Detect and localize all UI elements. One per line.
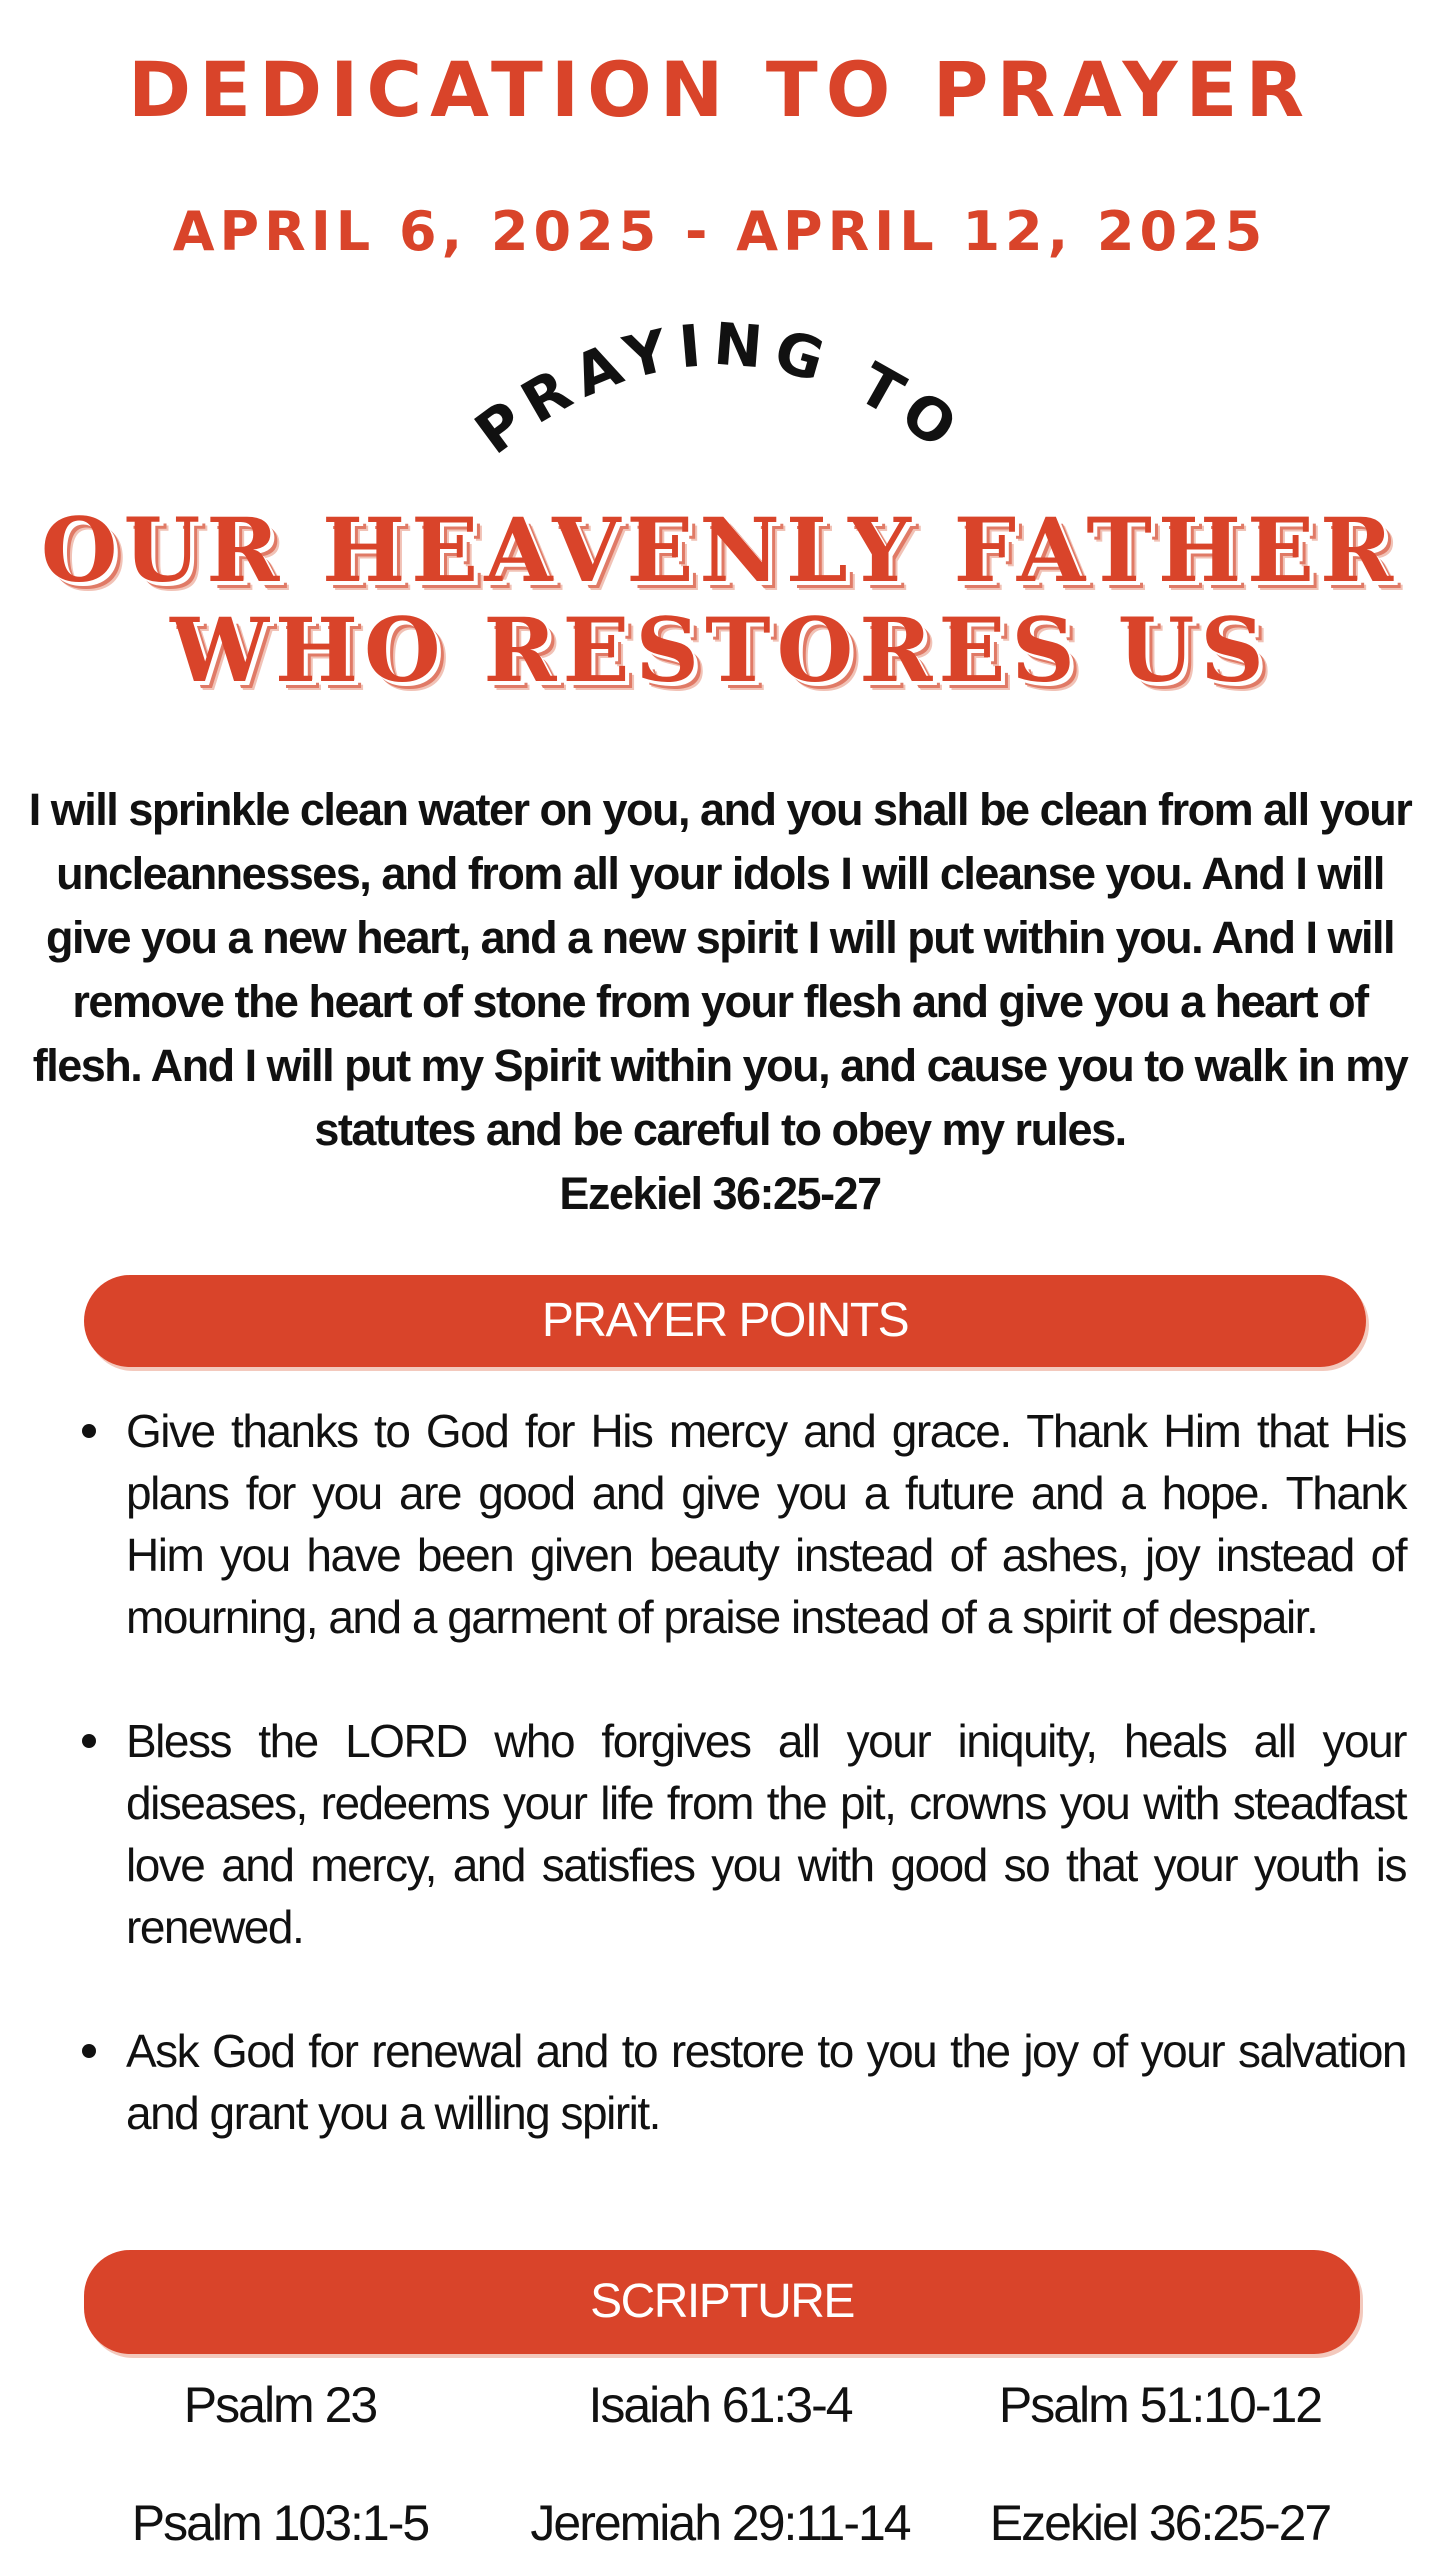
prayer-point: Bless the LORD who forgives all your iniquity, heals all your diseases, redeems your life from the pit, crowns you with steadfast love and mercy, and satisfies you with good so that your youth is renewed. — [126, 1710, 1406, 1958]
prayer-point: Give thanks to God for His mercy and grace. Thank Him that His plans for you are good and give you a future and a hope. Thank Him you have been given beauty instead of ashes, joy instead of mourning, and a garment of praise instead of a spirit of despair. — [126, 1400, 1406, 1648]
scripture-ref: Psalm 51:10-12 — [998, 2377, 1322, 2433]
verse-reference: Ezekiel 36:25-27 — [559, 1168, 881, 1219]
arc-text: PRAYING TO — [462, 309, 978, 465]
scripture-ref: Isaiah 61:3-4 — [588, 2377, 852, 2433]
date-range: APRIL 6, 2025 - APRIL 12, 2025 — [172, 200, 1268, 263]
prayer-points-heading: PRAYER POINTS — [84, 1275, 1366, 1367]
scripture-heading: SCRIPTURE — [84, 2250, 1360, 2354]
arc-text-graphic — [460, 305, 980, 465]
prayer-points-list — [76, 1400, 1406, 2206]
key-verse — [20, 778, 1420, 1226]
scripture-ref: Jeremiah 29:11-14 — [530, 2495, 910, 2551]
main-title-line-1: OUR HEAVENLY FATHER — [40, 498, 1400, 602]
main-title — [0, 500, 1440, 700]
prayer-point: Ask God for renewal and to restore to you the joy of your salvation and grant you a willing spirit. — [126, 2020, 1406, 2144]
scripture-ref: Ezekiel 36:25-27 — [989, 2495, 1331, 2551]
main-title-line-2: WHO RESTORES US — [170, 598, 1270, 702]
scripture-references — [60, 2360, 1380, 2560]
arc-heading — [0, 305, 1440, 465]
scripture-ref: Psalm 23 — [183, 2377, 377, 2433]
svg-text:PRAYING TO — [463, 310, 977, 465]
scripture-ref: Psalm 103:1-5 — [131, 2495, 429, 2551]
page-title: DEDICATION TO PRAYER — [128, 45, 1312, 134]
verse-text: I will sprinkle clean water on you, and you shall be clean from all your uncleannesses, and from all your idols I will cleanse you. And I will give you a new heart, and a new spirit I will put within you. And I will remove the heart of stone from your flesh and give you a heart of flesh. And I will put my Spirit within you, and cause you to walk in my statutes and be careful to obey my rules. — [28, 784, 1412, 1155]
